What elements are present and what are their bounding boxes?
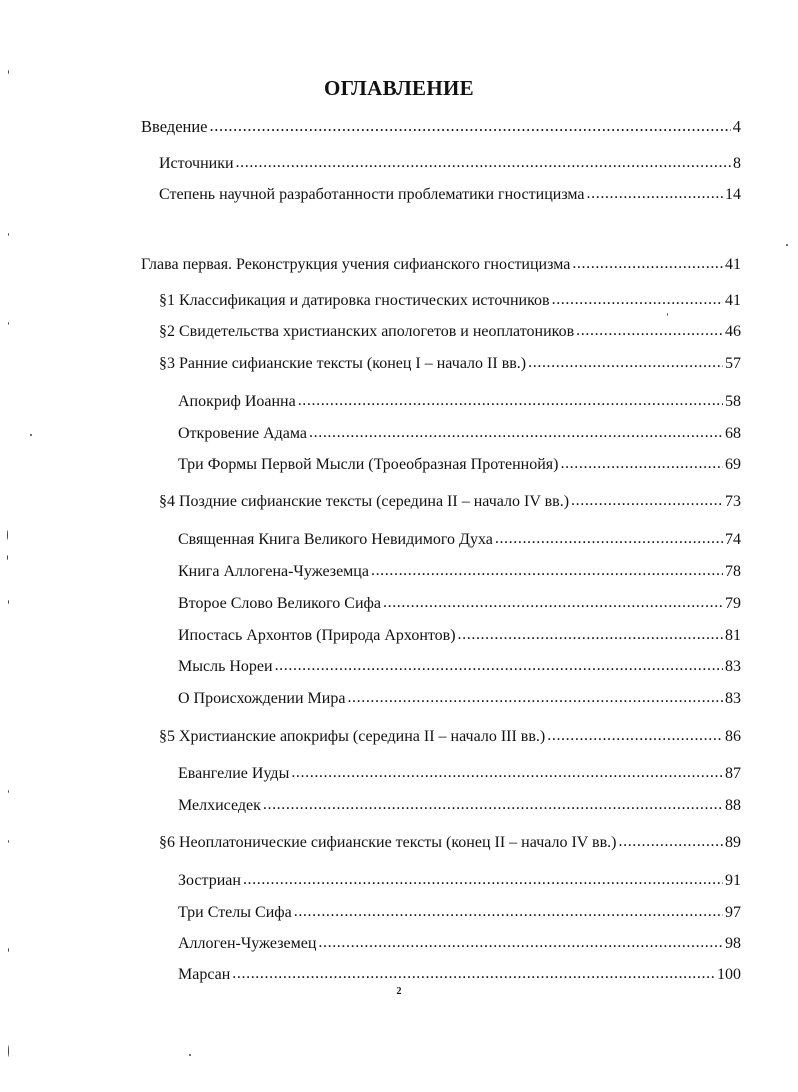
toc-entry-page: 14	[725, 186, 741, 203]
dot-leader	[371, 561, 723, 581]
toc-entry-page: 83	[725, 658, 741, 675]
toc-entry-second-treatise[interactable]	[178, 594, 741, 614]
toc-entry-label: §2 Свидетельства христианских апологетов и неоплатоников	[159, 323, 575, 340]
toc-entry-label: Введение	[141, 117, 208, 136]
toc-entry-apocalypse-of-adam[interactable]	[178, 424, 741, 444]
toc-entry-section-4[interactable]	[159, 492, 741, 512]
dot-leader	[263, 795, 723, 815]
toc-entry-sources[interactable]	[159, 154, 741, 174]
toc-entry-apocryphon-of-john[interactable]	[178, 392, 741, 412]
dot-leader	[232, 964, 715, 984]
scan-speck	[8, 948, 9, 952]
toc-entry-label: Священная Книга Великого Невидимого Духа	[178, 531, 493, 548]
toc-entry-label: Мысль Нореи	[178, 658, 273, 675]
toc-entry-page: 41	[725, 292, 741, 309]
dot-leader	[495, 529, 723, 549]
page-number: 2	[396, 986, 402, 997]
scan-speck	[189, 1054, 191, 1056]
toc-entry-page: 79	[725, 595, 741, 612]
toc-entry-label: О Происхождении Мира	[178, 690, 346, 707]
toc-entry-label: Откровение Адама	[178, 425, 308, 442]
toc-entry-book-of-allogenes[interactable]	[178, 562, 741, 582]
toc-entry-label: Ипостась Архонтов (Природа Архонтов)	[178, 627, 456, 644]
toc-entry-page: 68	[725, 425, 741, 442]
toc-entry-label: Зостриан	[178, 872, 241, 889]
scan-speck	[667, 313, 668, 316]
dot-leader	[309, 423, 723, 443]
dot-leader	[552, 290, 723, 310]
toc-entry-label: Аллоген-Чужеземец	[178, 935, 317, 952]
scan-speck	[8, 600, 9, 604]
toc-entry-label: §6 Неоплатонические сифианские тексты (конец II – начало IV вв.)	[159, 834, 617, 851]
toc-entry-label: Книга Аллогена-Чужеземца	[178, 563, 369, 580]
scan-speck	[8, 322, 9, 325]
toc-entry-zostrianos[interactable]	[178, 871, 741, 891]
toc-entry-label: Евангелие Иуды	[178, 765, 290, 782]
dot-leader	[383, 593, 723, 613]
toc-entry-page: 73	[725, 493, 741, 510]
toc-entry-page: 41	[725, 256, 741, 273]
dot-leader	[243, 870, 723, 890]
toc-entry-three-steles[interactable]	[178, 903, 741, 923]
dot-leader	[347, 688, 723, 708]
dot-leader	[275, 656, 723, 676]
dot-leader	[619, 832, 724, 852]
dot-leader	[528, 353, 723, 373]
toc-entry-label: Марсан	[178, 966, 231, 983]
toc-entry-label: Апокриф Иоанна	[178, 393, 296, 410]
toc-entry-page: 87	[725, 765, 741, 782]
toc-entry-page: 78	[725, 563, 741, 580]
dot-leader	[572, 254, 723, 274]
toc-entry-page: 91	[725, 872, 741, 889]
toc-entry-label: Три Формы Первой Мысли (Троеобразная Протеннойя)	[178, 456, 559, 473]
toc-entry-research-degree[interactable]	[159, 185, 741, 205]
toc-title: ОГЛАВЛЕНИЕ	[324, 76, 474, 100]
toc-entry-page: 4	[732, 117, 741, 136]
scan-speck	[7, 555, 8, 560]
toc-entry-marsanes[interactable]	[178, 965, 741, 985]
dot-leader	[571, 491, 723, 511]
toc-entry-section-1[interactable]	[159, 291, 741, 311]
toc-entry-introduction[interactable]	[141, 117, 741, 137]
dot-leader	[547, 726, 723, 746]
toc-entry-trimorphic-protennoia[interactable]	[178, 455, 741, 475]
dot-leader	[291, 763, 723, 783]
toc-entry-label: §3 Ранние сифианские тексты (конец I – начало II вв.)	[159, 355, 527, 372]
toc-entry-page: 8	[733, 155, 741, 172]
toc-entry-label: Источники	[159, 155, 234, 172]
toc-entry-allogenes[interactable]	[178, 934, 741, 954]
dot-leader	[298, 391, 723, 411]
toc-entry-page: 46	[725, 323, 741, 340]
dot-leader	[587, 184, 723, 204]
toc-entry-melchizedek[interactable]	[178, 796, 741, 816]
scan-speck	[8, 1045, 9, 1057]
scan-speck	[8, 840, 9, 843]
toc-entry-page: 88	[725, 797, 741, 814]
toc-entry-label: Три Стелы Сифа	[178, 904, 292, 921]
toc-entry-page: 83	[725, 690, 741, 707]
toc-entry-label: §5 Христианские апокрифы (середина II – начало III вв.)	[159, 728, 546, 745]
toc-entry-chapter-one[interactable]	[141, 255, 741, 275]
toc-entry-hypostasis-of-archons[interactable]	[178, 626, 741, 646]
dot-leader	[318, 933, 723, 953]
toc-entry-page: 100	[717, 966, 741, 983]
toc-entry-thought-of-norea[interactable]	[178, 657, 741, 677]
scan-speck	[786, 244, 788, 246]
scan-speck	[30, 434, 32, 436]
toc-entry-page: 89	[725, 834, 741, 851]
toc-entry-page: 57	[725, 355, 741, 372]
toc-entry-label: §1 Классификация и датировка гностических источников	[159, 292, 550, 309]
toc-entry-label: Второе Слово Великого Сифа	[178, 595, 381, 612]
toc-entry-page: 74	[725, 531, 741, 548]
toc-entry-page: 58	[725, 393, 741, 410]
toc-entry-page: 81	[725, 627, 741, 644]
dot-leader	[576, 321, 723, 341]
scan-speck	[8, 790, 9, 793]
toc-entry-gospel-of-judas[interactable]	[178, 764, 741, 784]
dot-leader	[210, 116, 731, 136]
toc-entry-label: Мелхиседек	[178, 797, 261, 814]
toc-entry-label: Глава первая. Реконструкция учения сифианского гностицизма	[141, 256, 571, 273]
toc-entry-page: 98	[725, 935, 741, 952]
scan-speck	[8, 70, 9, 74]
toc-entry-page: 69	[725, 456, 741, 473]
toc-entry-section-2[interactable]	[159, 322, 741, 342]
toc-entry-holy-book[interactable]	[178, 530, 741, 550]
toc-entry-section-6[interactable]	[159, 833, 741, 853]
toc-entry-label: Степень научной разработанности проблематики гностицизма	[159, 186, 585, 203]
toc-entry-origin-of-world[interactable]	[178, 689, 741, 709]
dot-leader	[236, 153, 731, 173]
dot-leader	[294, 902, 723, 922]
toc-entry-section-5[interactable]	[159, 727, 741, 747]
scan-speck	[8, 233, 9, 236]
toc-entry-page: 97	[725, 904, 741, 921]
dot-leader	[458, 625, 723, 645]
toc-entry-label: §4 Поздние сифианские тексты (середина II – начало IV вв.)	[159, 493, 570, 510]
toc-entry-page: 86	[725, 728, 741, 745]
dot-leader	[560, 454, 723, 474]
toc-entry-section-3[interactable]	[159, 354, 741, 374]
scan-speck	[7, 530, 8, 540]
